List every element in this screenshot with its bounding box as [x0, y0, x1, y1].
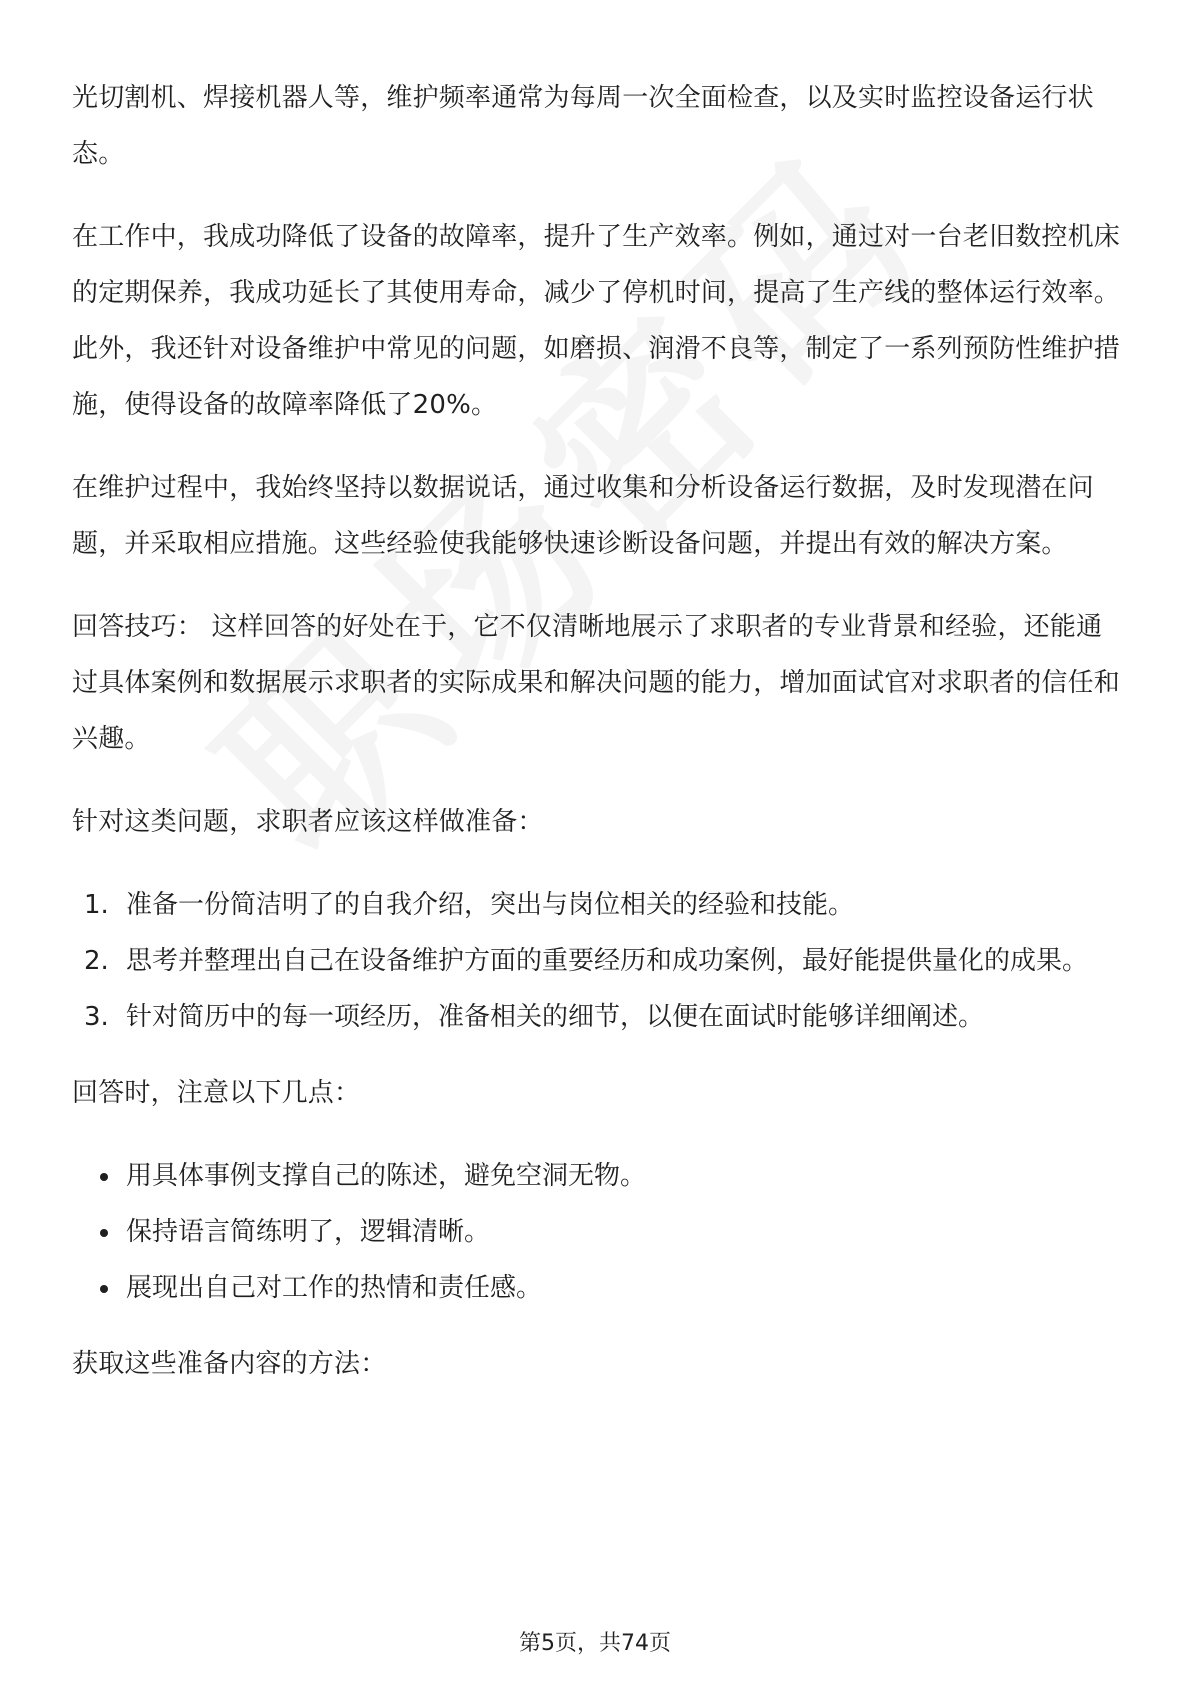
list-item-text: 针对简历中的每一项经历，准备相关的细节，以便在面试时能够详细阐述。 [126, 1002, 985, 1032]
list-item [72, 1260, 1122, 1316]
paragraph-answer-tips: 回答技巧： 这样回答的好处在于，它不仅清晰地展示了求职者的专业背景和经验，还能通过具体案例和数据展示求职者的实际成果和解决问题的能力，增加面试官对求职者的信任和兴趣。 [72, 612, 1121, 754]
list-item-text: 保持语言简练明了，逻辑清晰。 [126, 1217, 491, 1247]
notes-list [72, 1148, 1122, 1316]
list-item-text: 思考并整理出自己在设备维护方面的重要经历和成功案例，最好能提供量化的成果。 [126, 946, 1089, 976]
list-item-text: 准备一份简洁明了的自我介绍，突出与岗位相关的经验和技能。 [126, 890, 855, 920]
bullet-icon [100, 1173, 108, 1181]
list-number: 2. [84, 946, 109, 976]
list-item-text: 展现出自己对工作的热情和责任感。 [126, 1273, 543, 1303]
document-page [72, 0, 1122, 1684]
document-body [72, 70, 1122, 1419]
list-item [72, 933, 1122, 989]
bullet-icon [100, 1285, 108, 1293]
paragraph-achievements: 在工作中，我成功降低了设备的故障率，提升了生产效率。例如，通过对一台老旧数控机床的定期保养，我成功延长了其使用寿命，减少了停机时间，提高了生产线的整体运行效率。此外，我还针对设备维护中常见的问题，如磨损、润滑不良等，制定了一系列预防性维护措施，使得设备的故障率降低了20%。 [72, 222, 1121, 420]
list-item [72, 1148, 1122, 1204]
paragraph-data-driven: 在维护过程中，我始终坚持以数据说话，通过收集和分析设备运行数据，及时发现潜在问题，并采取相应措施。这些经验使我能够快速诊断设备问题，并提出有效的解决方案。 [72, 473, 1094, 559]
list-item [72, 989, 1122, 1045]
paragraph-methods-heading: 获取这些准备内容的方法： [72, 1349, 387, 1379]
paragraph-equipment-intro: 光切割机、焊接机器人等，维护频率通常为每周一次全面检查，以及实时监控设备运行状态。 [72, 83, 1094, 169]
list-number: 1. [84, 890, 109, 920]
list-item [72, 877, 1122, 933]
list-number: 3. [84, 1002, 109, 1032]
paragraph-preparation-heading: 针对这类问题，求职者应该这样做准备： [72, 807, 544, 837]
preparation-list [72, 877, 1122, 1045]
page-footer: 第5页，共74页 [519, 1631, 671, 1656]
bullet-icon [100, 1229, 108, 1237]
list-item-text: 用具体事例支撑自己的陈述，避免空洞无物。 [126, 1161, 647, 1191]
list-item [72, 1204, 1122, 1260]
paragraph-notes-heading: 回答时，注意以下几点： [72, 1078, 361, 1108]
